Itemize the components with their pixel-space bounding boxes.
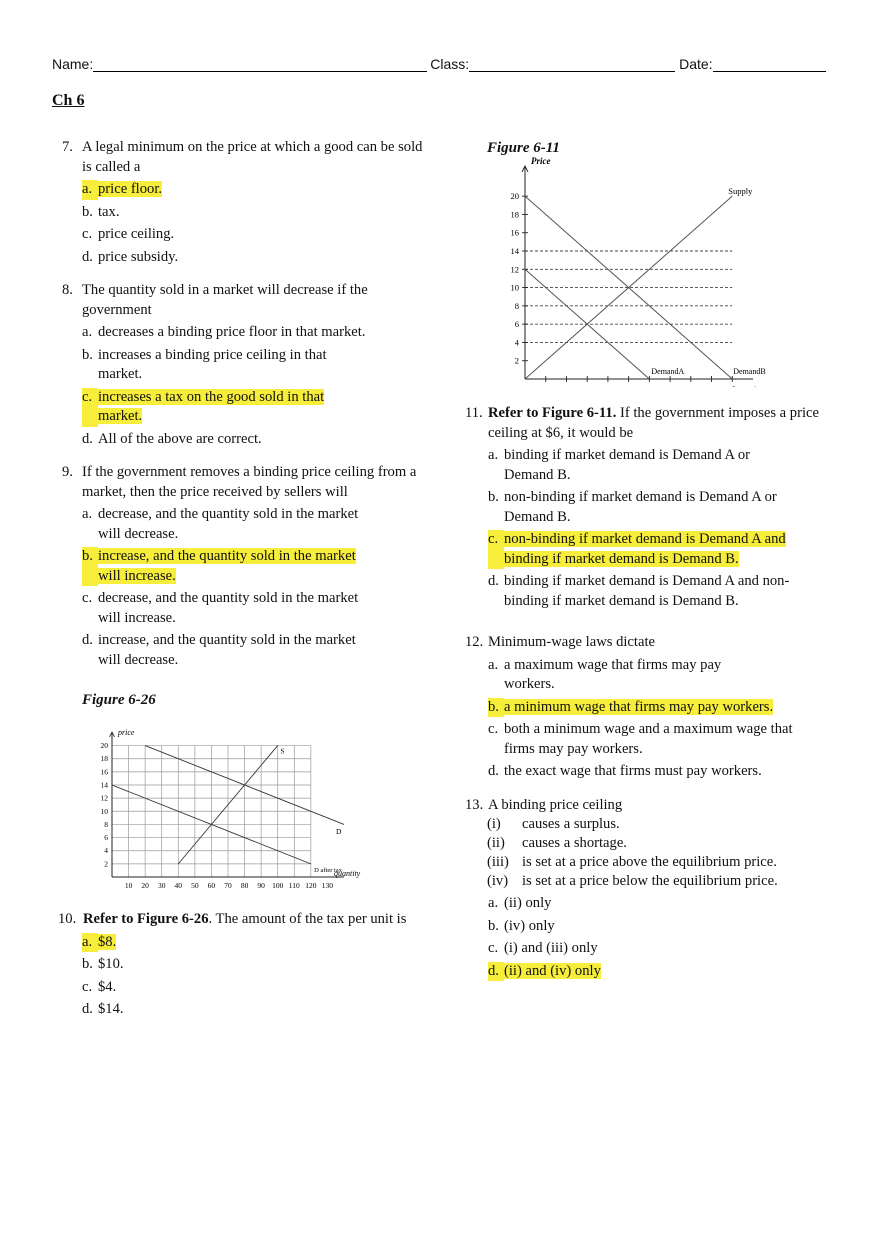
option-text: tax. bbox=[98, 203, 120, 220]
option-letter: b. bbox=[82, 547, 98, 586]
x-tick-label: 120 bbox=[305, 881, 317, 889]
name-label: Name: bbox=[52, 56, 94, 72]
subitem-text: causes a surplus. bbox=[522, 816, 620, 832]
question-number: 13. bbox=[465, 796, 484, 813]
question-12 bbox=[465, 633, 835, 782]
series-label-s: S bbox=[280, 746, 285, 756]
option-d[interactable] bbox=[488, 962, 835, 982]
question-8 bbox=[62, 281, 432, 449]
right-column bbox=[465, 404, 835, 995]
option-c[interactable] bbox=[488, 939, 835, 959]
y-tick-label: 18 bbox=[100, 754, 108, 764]
option-letter: d. bbox=[82, 430, 93, 447]
question-7 bbox=[62, 138, 432, 267]
series-label-d: D bbox=[336, 827, 342, 836]
subitem-text: is set at a price above the equilibrium price. bbox=[522, 854, 777, 870]
option-letter: c. bbox=[82, 978, 93, 995]
x-tick-label: 60 bbox=[207, 881, 216, 889]
left-column bbox=[62, 138, 432, 684]
option-a[interactable] bbox=[82, 323, 432, 343]
y-tick-label: 18 bbox=[510, 209, 519, 220]
option-b[interactable] bbox=[82, 955, 428, 975]
option-text: non-binding if market demand is Demand A or Demand B. bbox=[504, 489, 777, 525]
subitem-ii bbox=[487, 834, 835, 853]
option-b[interactable] bbox=[488, 488, 835, 527]
y-tick-label: 8 bbox=[514, 300, 519, 311]
x-tick-label: 110 bbox=[288, 881, 300, 889]
question-stem-bold: Refer to Figure 6-26 bbox=[83, 911, 209, 927]
y-tick-label: 16 bbox=[100, 767, 108, 777]
option-text: price subsidy. bbox=[98, 248, 179, 265]
header-fields bbox=[52, 50, 830, 72]
option-text: binding if market demand is Demand A or Demand B. bbox=[504, 447, 751, 483]
option-text: $14. bbox=[98, 1001, 124, 1017]
option-letter: c. bbox=[82, 226, 93, 242]
option-d[interactable] bbox=[82, 631, 432, 670]
question-number: 7. bbox=[62, 139, 73, 155]
option-a[interactable] bbox=[488, 656, 835, 695]
y-tick-label: 20 bbox=[100, 741, 108, 751]
question-13 bbox=[465, 796, 835, 982]
subitem-text: causes a shortage. bbox=[522, 835, 627, 851]
option-d[interactable] bbox=[488, 762, 835, 782]
x-tick-label bbox=[604, 385, 613, 387]
question-number: 10. bbox=[58, 911, 77, 927]
option-letter: d. bbox=[82, 248, 93, 265]
option-letter: b. bbox=[82, 346, 93, 363]
question-stem: Minimum-wage laws dictate bbox=[488, 634, 655, 650]
option-d[interactable] bbox=[82, 248, 432, 268]
series-label-d-after-tax: D after tax bbox=[314, 867, 342, 875]
option-letter: c. bbox=[488, 530, 504, 569]
option-letter: c. bbox=[488, 940, 499, 956]
option-letter: a. bbox=[488, 447, 499, 463]
figure-6-11-chart bbox=[487, 157, 787, 387]
option-text: increases a tax on the good sold in that market. bbox=[98, 388, 325, 424]
option-letter: b. bbox=[488, 917, 499, 934]
x-tick-label: 90 bbox=[257, 881, 265, 889]
y-tick-label: 4 bbox=[104, 846, 108, 856]
subitem-iii bbox=[487, 853, 835, 872]
x-tick-label bbox=[666, 385, 675, 387]
option-c[interactable] bbox=[82, 225, 432, 245]
y-axis-label: price bbox=[118, 728, 135, 737]
question-number: 11. bbox=[465, 405, 483, 421]
x-tick-label: 80 bbox=[240, 881, 249, 889]
question-11 bbox=[465, 404, 835, 611]
option-text: (ii) and (iv) only bbox=[504, 962, 601, 979]
question-stem: . The amount of the tax per unit is bbox=[208, 911, 407, 927]
class-label: Class: bbox=[430, 56, 470, 72]
option-c[interactable] bbox=[488, 530, 835, 569]
option-text: $10. bbox=[98, 956, 124, 972]
option-text: non-binding if market demand is Demand A and binding if market demand is Demand B. bbox=[504, 531, 786, 567]
option-letter: d. bbox=[82, 1001, 93, 1017]
y-tick-label: 10 bbox=[510, 282, 519, 293]
option-text: the exact wage that firms must pay workers. bbox=[504, 763, 762, 779]
figure-title: Figure 6-26 bbox=[82, 692, 156, 708]
option-letter: b. bbox=[82, 956, 93, 972]
y-tick-label: 4 bbox=[514, 337, 519, 348]
option-d[interactable] bbox=[82, 1000, 428, 1020]
option-letter: c. bbox=[82, 388, 98, 427]
subitem-numeral: (iii) bbox=[487, 854, 509, 870]
option-letter: a. bbox=[82, 180, 98, 200]
y-tick-label: 10 bbox=[100, 806, 108, 816]
option-a[interactable] bbox=[82, 180, 432, 200]
date-field[interactable] bbox=[713, 55, 826, 72]
subitem-text: is set at a price below the equilibrium price. bbox=[522, 873, 778, 889]
option-text: increase, and the quantity sold in the market will decrease. bbox=[98, 632, 356, 668]
option-letter: a. bbox=[82, 933, 98, 953]
y-tick-label: 14 bbox=[100, 780, 108, 790]
x-tick-label: 100 bbox=[272, 881, 284, 889]
x-tick-label: 30 bbox=[157, 881, 166, 889]
option-b[interactable] bbox=[82, 547, 432, 586]
question-stem: If the government removes a binding price ceiling from a market, then the price received by sellers will bbox=[82, 464, 417, 500]
option-text: All of the above are correct. bbox=[98, 430, 262, 447]
x-tick-label: 20 bbox=[141, 881, 149, 889]
option-letter: a. bbox=[488, 895, 499, 911]
option-b[interactable] bbox=[488, 917, 835, 937]
option-letter: b. bbox=[488, 698, 504, 718]
subitem-numeral: (ii) bbox=[487, 835, 505, 851]
figure-title: Figure 6-11 bbox=[487, 140, 560, 156]
option-c[interactable] bbox=[488, 720, 835, 759]
x-tick-label bbox=[728, 385, 737, 387]
option-text: a maximum wage that firms may pay workers. bbox=[504, 656, 722, 692]
option-c[interactable] bbox=[82, 388, 432, 427]
option-letter: b. bbox=[82, 203, 93, 220]
figure-6-26-chart bbox=[82, 709, 372, 889]
option-b[interactable] bbox=[82, 346, 432, 385]
y-tick-label: 6 bbox=[514, 319, 519, 330]
y-tick-label: 6 bbox=[104, 833, 108, 843]
question-9 bbox=[62, 463, 432, 670]
option-text: (iv) only bbox=[504, 917, 555, 934]
question-stem: The quantity sold in a market will decrease if the government bbox=[82, 282, 368, 318]
option-text: increase, and the quantity sold in the market will increase. bbox=[98, 548, 356, 584]
option-letter: c. bbox=[82, 590, 93, 606]
option-a[interactable] bbox=[82, 933, 428, 953]
question-10 bbox=[58, 910, 428, 1020]
y-tick-label: 2 bbox=[514, 355, 519, 366]
option-letter: c. bbox=[488, 721, 499, 737]
option-text: price ceiling. bbox=[98, 226, 175, 242]
y-tick-label: 16 bbox=[510, 227, 519, 238]
option-text: both a minimum wage and a maximum wage that firms may pay workers. bbox=[504, 721, 793, 757]
series-label-supply: Supply bbox=[728, 186, 753, 197]
option-d[interactable] bbox=[82, 430, 432, 450]
class-field[interactable] bbox=[469, 55, 675, 72]
option-text: binding if market demand is Demand A and non-binding if market demand is Demand B. bbox=[504, 573, 790, 609]
option-text: increases a binding price ceiling in that market. bbox=[98, 346, 327, 382]
y-tick-label: 12 bbox=[100, 793, 108, 803]
option-d[interactable] bbox=[488, 572, 835, 611]
x-tick-label bbox=[707, 385, 716, 387]
option-a[interactable] bbox=[488, 894, 835, 914]
question-stem-bold: Refer to Figure 6-11. bbox=[488, 405, 617, 421]
question-number: 12. bbox=[465, 634, 484, 650]
x-tick-label bbox=[645, 385, 654, 387]
x-tick-label bbox=[687, 385, 696, 387]
option-text: decrease, and the quantity sold in the market will increase. bbox=[98, 590, 359, 626]
option-letter: d. bbox=[488, 573, 499, 589]
subitem-i bbox=[487, 815, 835, 834]
subitem-numeral: (i) bbox=[487, 816, 501, 832]
option-text: decreases a binding price floor in that market. bbox=[98, 324, 366, 340]
question-stem: A binding price ceiling bbox=[488, 796, 623, 813]
y-axis-label: Price bbox=[531, 157, 551, 166]
option-letter: a. bbox=[488, 656, 499, 673]
y-tick-label: 20 bbox=[510, 191, 519, 202]
y-tick-label: 12 bbox=[510, 264, 519, 275]
subitem-iv bbox=[487, 872, 835, 891]
option-b[interactable] bbox=[82, 203, 432, 223]
x-tick-label: 130 bbox=[321, 881, 334, 889]
y-tick-label: 14 bbox=[510, 246, 519, 256]
option-b[interactable] bbox=[488, 698, 835, 718]
option-letter: a. bbox=[82, 506, 93, 522]
option-letter: d. bbox=[488, 962, 504, 982]
x-tick-label bbox=[585, 385, 589, 387]
option-c[interactable] bbox=[82, 589, 432, 628]
option-text: $4. bbox=[98, 978, 117, 995]
y-tick-label: 8 bbox=[104, 819, 108, 829]
option-letter: a. bbox=[82, 324, 93, 340]
question-number: 9. bbox=[62, 464, 73, 480]
question-stem: A legal minimum on the price at which a good can be sold is called a bbox=[82, 139, 423, 175]
option-text: price floor. bbox=[98, 181, 163, 197]
option-a[interactable] bbox=[82, 505, 432, 544]
option-letter: d. bbox=[488, 763, 499, 779]
x-tick-label: 40 bbox=[174, 881, 183, 889]
option-text: (i) and (iii) only bbox=[504, 940, 598, 956]
option-letter: b. bbox=[488, 489, 499, 505]
name-field[interactable] bbox=[93, 55, 427, 72]
option-letter: d. bbox=[82, 632, 93, 648]
option-text: (ii) only bbox=[504, 895, 552, 911]
x-tick-label: 50 bbox=[191, 881, 199, 889]
option-text: a minimum wage that firms may pay workers. bbox=[504, 698, 774, 715]
chapter-title: Ch 6 bbox=[52, 92, 85, 109]
x-tick-label bbox=[624, 385, 633, 387]
series-label-demand-a: DemandA bbox=[651, 367, 685, 376]
x-tick-label: 70 bbox=[224, 881, 232, 889]
option-c[interactable] bbox=[82, 978, 428, 998]
date-label: Date: bbox=[679, 56, 713, 72]
x-tick-label: 10 bbox=[124, 881, 133, 889]
question-number: 8. bbox=[62, 282, 73, 298]
figure-6-26 bbox=[82, 692, 372, 894]
series-label-demand-b: DemandB bbox=[733, 367, 766, 376]
x-tick-label bbox=[544, 385, 548, 387]
x-axis-label: quantity bbox=[334, 869, 361, 878]
x-tick-label bbox=[564, 385, 568, 387]
figure-6-11 bbox=[487, 140, 777, 392]
option-text: decrease, and the quantity sold in the market will decrease. bbox=[98, 506, 359, 542]
question-stem: If the government imposes a price ceiling at $6, it would be bbox=[488, 405, 819, 441]
option-a[interactable] bbox=[488, 446, 835, 485]
y-tick-label: 2 bbox=[104, 859, 108, 869]
subitem-numeral: (iv) bbox=[487, 873, 509, 889]
option-text: $8. bbox=[98, 933, 117, 950]
